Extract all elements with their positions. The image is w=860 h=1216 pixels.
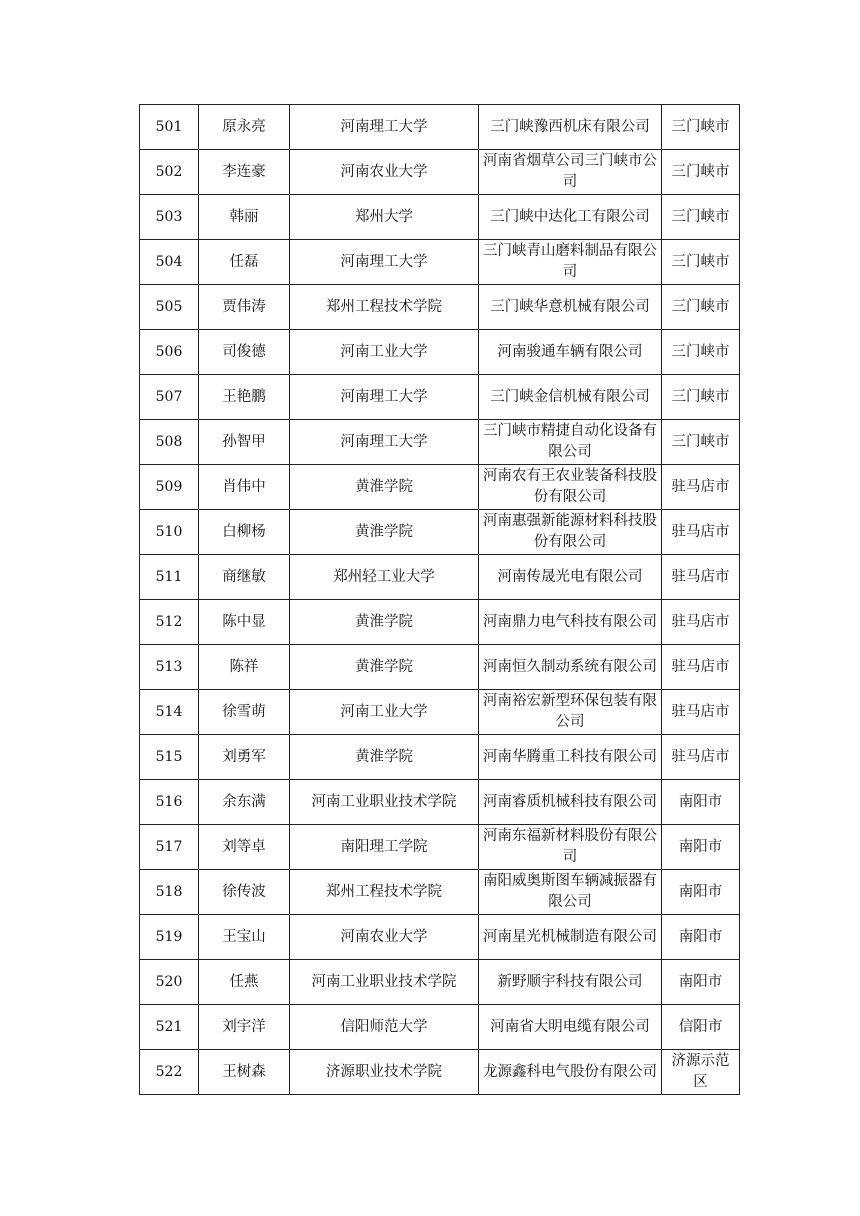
- row-number: 508: [155, 433, 183, 450]
- person-name: 刘勇军: [222, 748, 266, 765]
- person-name: 陈祥: [229, 658, 259, 675]
- school-name-cell: [290, 510, 479, 555]
- school-name: 黄淮学院: [355, 478, 413, 495]
- row-number-cell: [140, 510, 199, 555]
- person-name: 肖伟中: [222, 478, 266, 495]
- person-name: 徐雪萌: [222, 703, 266, 720]
- city-name: 三门峡市: [671, 433, 730, 450]
- city-name: 南阳市: [678, 883, 723, 900]
- row-number-cell: [140, 735, 199, 780]
- person-name: 商继敏: [222, 568, 266, 585]
- person-name: 徐传波: [222, 883, 266, 900]
- school-name: 黄淮学院: [355, 613, 413, 630]
- city-name: 三门峡市: [671, 253, 730, 270]
- city-name-cell: [662, 420, 740, 465]
- company-name-cell: [479, 1050, 662, 1095]
- row-number: 513: [155, 658, 183, 675]
- company-name-cell: [479, 600, 662, 645]
- table-row: [140, 285, 740, 330]
- row-number-cell: [140, 645, 199, 690]
- city-name: 三门峡市: [671, 388, 730, 405]
- table-row: [140, 1050, 740, 1095]
- row-number: 501: [155, 118, 183, 135]
- person-name-cell: [199, 915, 290, 960]
- school-name: 河南农业大学: [340, 928, 428, 945]
- table-row: [140, 780, 740, 825]
- company-name: 三门峡金信机械有限公司: [490, 388, 650, 405]
- row-number: 517: [155, 838, 183, 855]
- person-name: 刘等卓: [222, 838, 266, 855]
- city-name: 三门峡市: [671, 163, 730, 180]
- company-name-cell: [479, 915, 662, 960]
- company-name-cell: [479, 330, 662, 375]
- school-name: 黄淮学院: [355, 523, 413, 540]
- company-name-cell: [479, 285, 662, 330]
- company-name-cell: [479, 555, 662, 600]
- city-name-cell: [662, 825, 740, 870]
- company-name: 三门峡青山磨料制品有限公司: [483, 243, 657, 280]
- table-row: [140, 1005, 740, 1050]
- city-name: 信阳市: [678, 1018, 723, 1035]
- school-name: 河南理工大学: [340, 253, 428, 270]
- row-number-cell: [140, 960, 199, 1005]
- company-name: 河南传晟光电有限公司: [497, 568, 643, 585]
- city-name-cell: [662, 870, 740, 915]
- row-number: 518: [155, 883, 183, 900]
- school-name: 河南理工大学: [340, 388, 428, 405]
- table-body: [140, 105, 740, 1095]
- table-row: [140, 600, 740, 645]
- school-name-cell: [290, 780, 479, 825]
- school-name: 郑州工程技术学院: [326, 298, 442, 315]
- company-name: 河南鼎力电气科技有限公司: [483, 613, 657, 630]
- row-number: 521: [155, 1018, 183, 1035]
- person-name-cell: [199, 465, 290, 510]
- person-name: 任磊: [229, 253, 259, 270]
- city-name: 驻马店市: [671, 613, 730, 630]
- city-name: 南阳市: [678, 928, 723, 945]
- city-name-cell: [662, 285, 740, 330]
- school-name-cell: [290, 240, 479, 285]
- school-name-cell: [290, 465, 479, 510]
- city-name-cell: [662, 465, 740, 510]
- school-name-cell: [290, 375, 479, 420]
- award-list-table: [139, 104, 740, 1095]
- company-name: 三门峡市精捷自动化设备有限公司: [483, 423, 657, 460]
- school-name: 河南农业大学: [340, 163, 428, 180]
- company-name-cell: [479, 690, 662, 735]
- person-name: 王艳鹏: [222, 388, 266, 405]
- table-row: [140, 420, 740, 465]
- school-name-cell: [290, 645, 479, 690]
- school-name: 河南工业职业技术学院: [311, 793, 457, 810]
- person-name-cell: [199, 960, 290, 1005]
- city-name-cell: [662, 150, 740, 195]
- row-number-cell: [140, 375, 199, 420]
- person-name: 白柳杨: [222, 523, 266, 540]
- row-number: 503: [155, 208, 183, 225]
- city-name: 三门峡市: [671, 298, 730, 315]
- row-number-cell: [140, 330, 199, 375]
- table-row: [140, 105, 740, 150]
- row-number: 516: [155, 793, 183, 810]
- company-name-cell: [479, 375, 662, 420]
- row-number: 510: [155, 523, 183, 540]
- company-name: 龙源鑫科电气股份有限公司: [483, 1063, 657, 1080]
- school-name-cell: [290, 600, 479, 645]
- table-row: [140, 510, 740, 555]
- person-name-cell: [199, 375, 290, 420]
- company-name: 河南骏通车辆有限公司: [497, 343, 643, 360]
- person-name-cell: [199, 420, 290, 465]
- person-name: 王宝山: [222, 928, 266, 945]
- city-name: 驻马店市: [671, 523, 730, 540]
- person-name: 李连豪: [222, 163, 266, 180]
- table-row: [140, 915, 740, 960]
- school-name-cell: [290, 150, 479, 195]
- company-name: 三门峡豫西机床有限公司: [490, 118, 650, 135]
- city-name: 驻马店市: [671, 568, 730, 585]
- person-name-cell: [199, 735, 290, 780]
- city-name: 南阳市: [678, 793, 723, 810]
- person-name-cell: [199, 600, 290, 645]
- table-row: [140, 735, 740, 780]
- row-number-cell: [140, 1050, 199, 1095]
- city-name: 三门峡市: [671, 208, 730, 225]
- person-name: 孙智甲: [222, 433, 266, 450]
- person-name-cell: [199, 870, 290, 915]
- city-name-cell: [662, 780, 740, 825]
- school-name-cell: [290, 555, 479, 600]
- company-name: 三门峡华意机械有限公司: [490, 298, 650, 315]
- row-number: 514: [155, 703, 183, 720]
- person-name: 余东满: [222, 793, 266, 810]
- city-name: 驻马店市: [671, 748, 730, 765]
- city-name-cell: [662, 735, 740, 780]
- row-number: 515: [155, 748, 183, 765]
- row-number-cell: [140, 465, 199, 510]
- school-name: 河南工业大学: [340, 343, 428, 360]
- person-name: 任燕: [229, 973, 259, 990]
- table-row: [140, 465, 740, 510]
- table-row: [140, 375, 740, 420]
- school-name-cell: [290, 1050, 479, 1095]
- row-number-cell: [140, 1005, 199, 1050]
- school-name: 郑州工程技术学院: [326, 883, 442, 900]
- row-number: 505: [155, 298, 183, 315]
- school-name-cell: [290, 870, 479, 915]
- person-name: 贾伟涛: [222, 298, 266, 315]
- school-name: 黄淮学院: [355, 658, 413, 675]
- school-name-cell: [290, 285, 479, 330]
- row-number: 507: [155, 388, 183, 405]
- school-name: 黄淮学院: [355, 748, 413, 765]
- table-row: [140, 690, 740, 735]
- company-name: 河南睿质机械科技有限公司: [483, 793, 657, 810]
- person-name-cell: [199, 240, 290, 285]
- school-name-cell: [290, 195, 479, 240]
- school-name: 济源职业技术学院: [326, 1063, 442, 1080]
- city-name-cell: [662, 105, 740, 150]
- city-name-cell: [662, 915, 740, 960]
- school-name-cell: [290, 690, 479, 735]
- person-name-cell: [199, 825, 290, 870]
- person-name-cell: [199, 510, 290, 555]
- row-number-cell: [140, 915, 199, 960]
- row-number-cell: [140, 420, 199, 465]
- city-name: 驻马店市: [671, 658, 730, 675]
- company-name-cell: [479, 105, 662, 150]
- school-name: 南阳理工学院: [340, 838, 428, 855]
- school-name: 河南工业职业技术学院: [311, 973, 457, 990]
- company-name: 河南星光机械制造有限公司: [483, 928, 657, 945]
- school-name-cell: [290, 960, 479, 1005]
- table-row: [140, 240, 740, 285]
- school-name: 郑州轻工业大学: [333, 568, 435, 585]
- company-name-cell: [479, 960, 662, 1005]
- person-name-cell: [199, 1005, 290, 1050]
- company-name: 河南农有王农业装备科技股份有限公司: [483, 468, 657, 505]
- row-number: 509: [155, 478, 183, 495]
- city-name: 南阳市: [678, 973, 723, 990]
- school-name-cell: [290, 735, 479, 780]
- person-name-cell: [199, 105, 290, 150]
- company-name: 河南省大明电缆有限公司: [490, 1018, 650, 1035]
- row-number-cell: [140, 690, 199, 735]
- person-name-cell: [199, 195, 290, 240]
- company-name: 河南裕宏新型环保包装有限公司: [483, 693, 657, 730]
- city-name-cell: [662, 555, 740, 600]
- person-name: 原永亮: [222, 118, 266, 135]
- row-number: 519: [155, 928, 183, 945]
- row-number: 522: [155, 1063, 183, 1080]
- person-name-cell: [199, 150, 290, 195]
- city-name-cell: [662, 1005, 740, 1050]
- person-name-cell: [199, 285, 290, 330]
- company-name-cell: [479, 150, 662, 195]
- table-row: [140, 960, 740, 1005]
- row-number-cell: [140, 195, 199, 240]
- school-name-cell: [290, 330, 479, 375]
- row-number: 506: [155, 343, 183, 360]
- person-name: 刘宇洋: [222, 1018, 266, 1035]
- table-row: [140, 330, 740, 375]
- row-number-cell: [140, 150, 199, 195]
- company-name: 三门峡中达化工有限公司: [490, 208, 650, 225]
- company-name: 河南省烟草公司三门峡市公司: [483, 153, 657, 190]
- row-number: 502: [155, 163, 183, 180]
- city-name: 三门峡市: [671, 118, 730, 135]
- city-name-cell: [662, 960, 740, 1005]
- company-name-cell: [479, 465, 662, 510]
- row-number-cell: [140, 870, 199, 915]
- city-name-cell: [662, 240, 740, 285]
- city-name: 驻马店市: [671, 703, 730, 720]
- row-number-cell: [140, 555, 199, 600]
- company-name-cell: [479, 195, 662, 240]
- company-name: 河南华腾重工科技有限公司: [483, 748, 657, 765]
- row-number-cell: [140, 240, 199, 285]
- city-name: 南阳市: [678, 838, 723, 855]
- row-number: 511: [155, 568, 183, 585]
- company-name: 河南恒久制动系统有限公司: [483, 658, 657, 675]
- school-name-cell: [290, 420, 479, 465]
- company-name: 新野顺宇科技有限公司: [497, 973, 643, 990]
- person-name-cell: [199, 780, 290, 825]
- company-name-cell: [479, 1005, 662, 1050]
- row-number-cell: [140, 825, 199, 870]
- person-name: 王树森: [222, 1063, 266, 1080]
- city-name-cell: [662, 510, 740, 555]
- city-name-cell: [662, 1050, 740, 1095]
- city-name-cell: [662, 375, 740, 420]
- city-name: 驻马店市: [671, 478, 730, 495]
- city-name-cell: [662, 645, 740, 690]
- person-name: 陈中显: [222, 613, 266, 630]
- person-name-cell: [199, 330, 290, 375]
- table-row: [140, 825, 740, 870]
- row-number-cell: [140, 780, 199, 825]
- company-name-cell: [479, 240, 662, 285]
- person-name-cell: [199, 555, 290, 600]
- row-number-cell: [140, 600, 199, 645]
- school-name: 河南工业大学: [340, 703, 428, 720]
- company-name-cell: [479, 420, 662, 465]
- city-name-cell: [662, 195, 740, 240]
- school-name-cell: [290, 1005, 479, 1050]
- person-name-cell: [199, 645, 290, 690]
- person-name-cell: [199, 690, 290, 735]
- company-name: 河南惠强新能源材料科技股份有限公司: [483, 513, 657, 550]
- school-name: 河南理工大学: [340, 118, 428, 135]
- school-name: 河南理工大学: [340, 433, 428, 450]
- school-name-cell: [290, 915, 479, 960]
- row-number: 512: [155, 613, 183, 630]
- school-name-cell: [290, 105, 479, 150]
- person-name: 韩丽: [229, 208, 259, 225]
- row-number: 504: [155, 253, 183, 270]
- company-name-cell: [479, 870, 662, 915]
- company-name-cell: [479, 510, 662, 555]
- company-name-cell: [479, 780, 662, 825]
- table-row: [140, 150, 740, 195]
- school-name: 信阳师范大学: [340, 1018, 428, 1035]
- city-name-cell: [662, 330, 740, 375]
- company-name: 南阳威奥斯图车辆减振器有限公司: [483, 873, 657, 910]
- row-number-cell: [140, 285, 199, 330]
- row-number: 520: [155, 973, 183, 990]
- city-name: 济源示范区: [671, 1053, 730, 1090]
- city-name: 三门峡市: [671, 343, 730, 360]
- company-name-cell: [479, 735, 662, 780]
- table-row: [140, 870, 740, 915]
- company-name: 河南东福新材料股份有限公司: [483, 828, 657, 865]
- table-row: [140, 195, 740, 240]
- company-name-cell: [479, 645, 662, 690]
- school-name-cell: [290, 825, 479, 870]
- table-row: [140, 555, 740, 600]
- table-row: [140, 645, 740, 690]
- company-name-cell: [479, 825, 662, 870]
- row-number-cell: [140, 105, 199, 150]
- city-name-cell: [662, 600, 740, 645]
- school-name: 郑州大学: [355, 208, 413, 225]
- person-name: 司俊德: [222, 343, 266, 360]
- person-name-cell: [199, 1050, 290, 1095]
- city-name-cell: [662, 690, 740, 735]
